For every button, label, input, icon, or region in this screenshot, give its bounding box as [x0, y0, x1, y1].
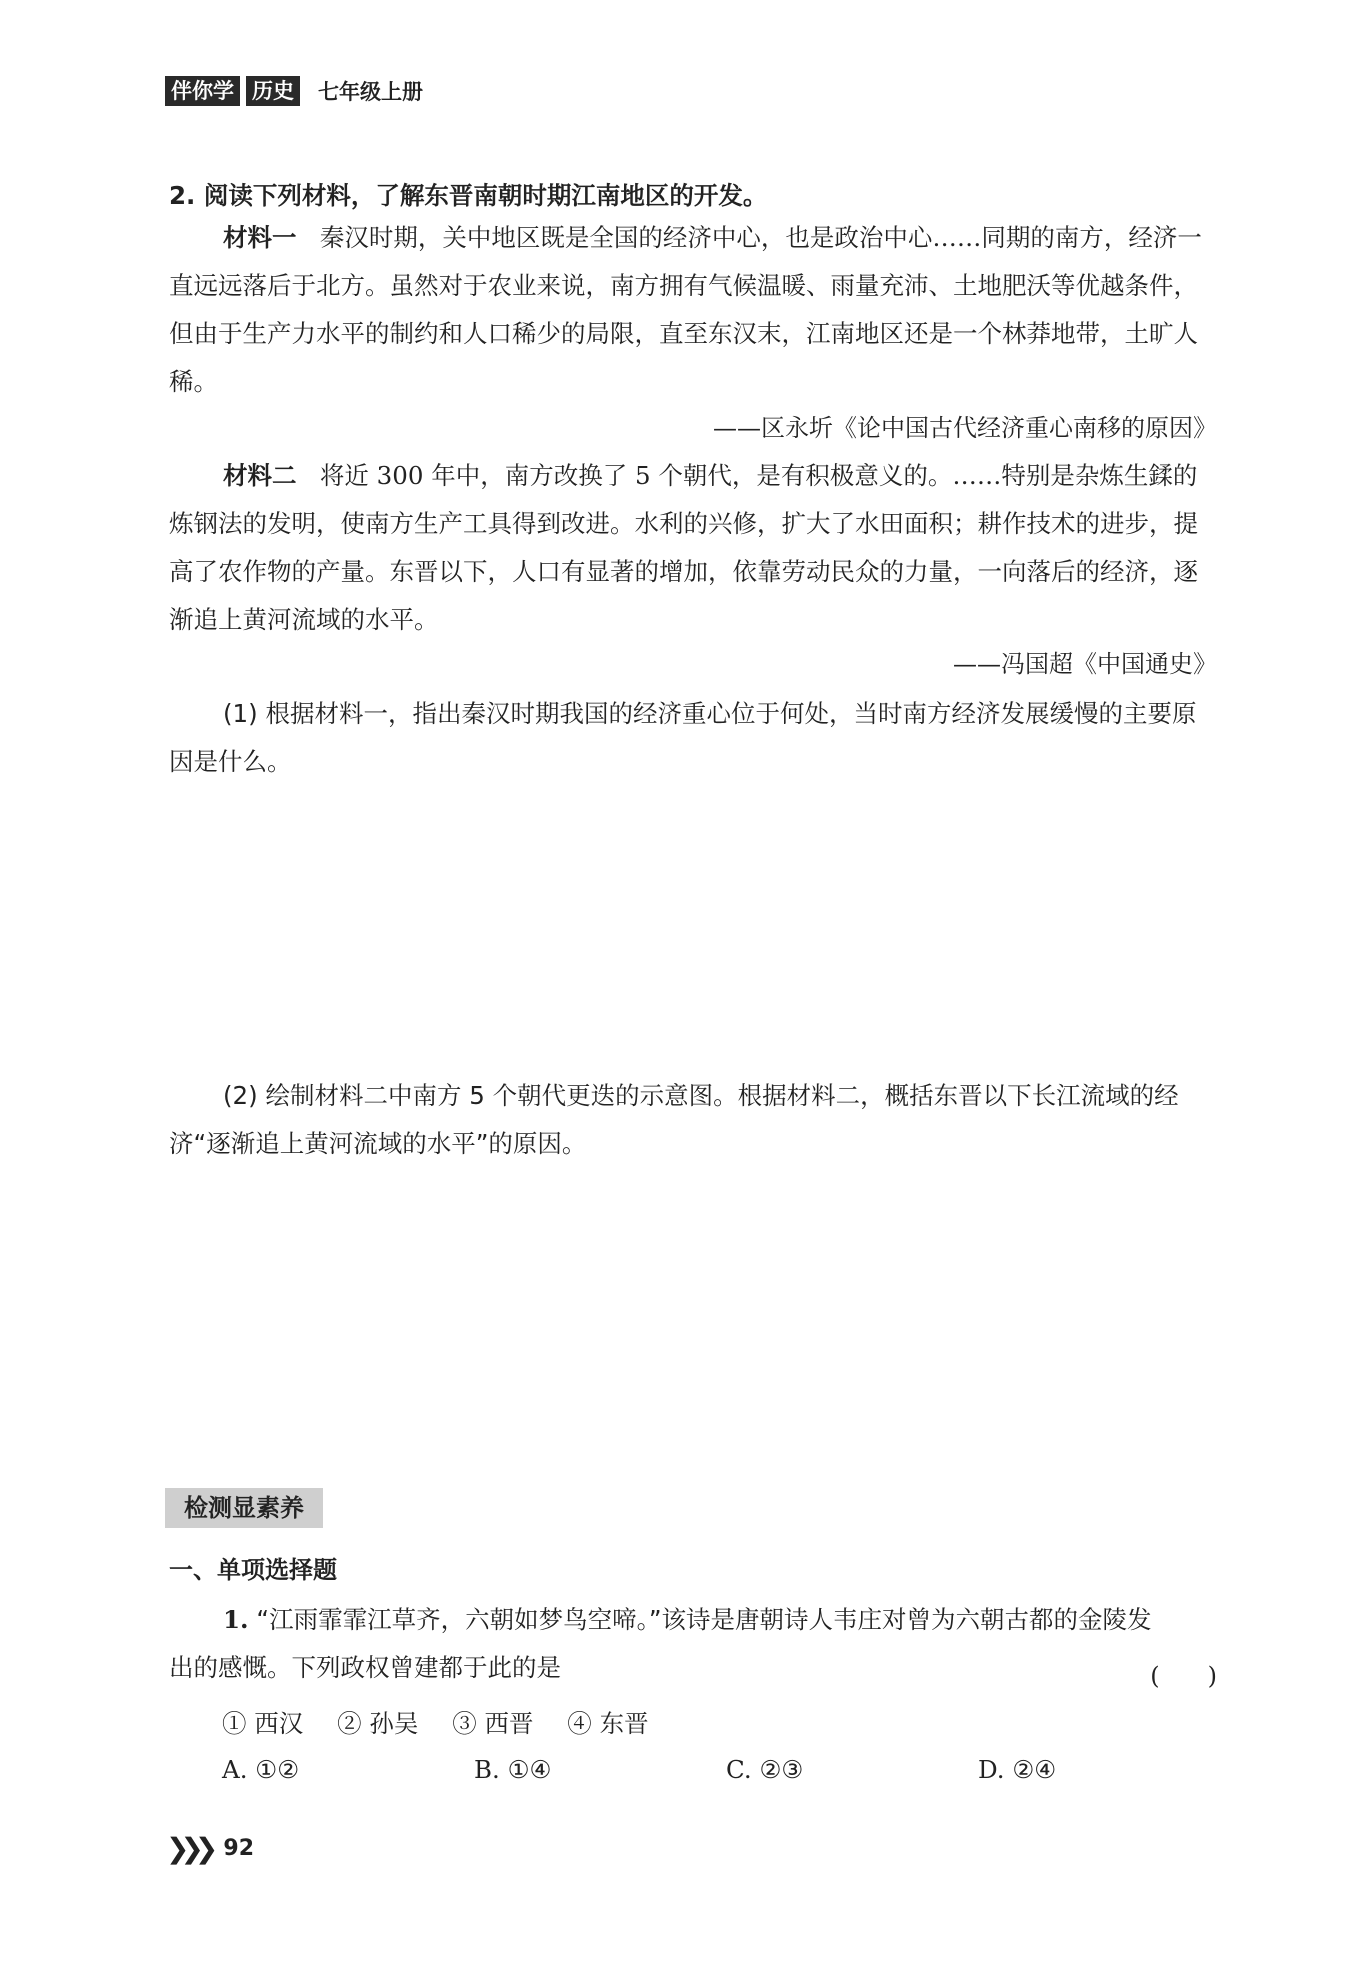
material-2-label: 材料二 — [223, 461, 297, 490]
option-b[interactable]: B. ①④ — [474, 1755, 552, 1784]
question-2-title: 2. 阅读下列材料，了解东晋南朝时期江南地区的开发。 — [169, 181, 768, 210]
section-heading: 一、单项选择题 — [169, 1556, 337, 1584]
material-2-text: 将近 300 年中，南方改换了 5 个朝代，是有积极意义的。……特别是杂炼生鍒的炼钢法的发明，使南方生产工具得到改进。水利的兴修，扩大了水田面积；耕作技术的进步，提高了农作物的产量。东晋以下，人口有显著的增加，依靠劳动民众的力量，一向落后的经济，逐渐追上黄河流域的水平。 — [169, 461, 1198, 634]
option-c[interactable]: C. ②③ — [726, 1755, 804, 1784]
mc-question-number: 1. — [223, 1605, 249, 1634]
page-footer — [166, 1832, 254, 1865]
section-box-title: 检测显素养 — [165, 1488, 323, 1528]
option-d[interactable]: D. ②④ — [978, 1755, 1057, 1784]
page-number: 92 — [223, 1836, 255, 1861]
material-1-source: ——区永圻《论中国古代经济重心南移的原因》 — [713, 414, 1217, 442]
chevron-icon: ❯❯❯ — [166, 1832, 210, 1865]
answer-paren: ( ) — [1150, 1662, 1217, 1690]
item-3: ③ 西晋 — [452, 1709, 534, 1738]
mc-items — [222, 1700, 675, 1748]
item-1: ① 西汉 — [222, 1709, 304, 1738]
sub-question-1: (1) 根据材料一，指出秦汉时期我国的经济重心位于何处，当时南方经济发展缓慢的主要原因是什么。 — [169, 699, 1197, 776]
mc-question-stem: “江雨霏霏江草齐，六朝如梦鸟空啼。”该诗是唐朝诗人韦庄对曾为六朝古都的金陵发出的感慨。下列政权曾建都于此的是 — [169, 1605, 1152, 1682]
material-2 — [169, 452, 1219, 644]
material-1-text: 秦汉时期，关中地区既是全国的经济中心，也是政治中心……同期的南方，经济一直远远落后于北方。虽然对于农业来说，南方拥有气候温暖、雨量充沛、土地肥沃等优越条件，但由于生产力水平的制约和人口稀少的局限，直至东汉末，江南地区还是一个林莽地带，土旷人稀。 — [169, 223, 1202, 396]
material-1-label: 材料一 — [223, 223, 297, 252]
page-header — [165, 76, 423, 106]
grade-label: 七年级上册 — [318, 79, 423, 104]
item-4: ④ 东晋 — [567, 1709, 649, 1738]
material-2-source: ——冯国超《中国通史》 — [953, 650, 1217, 678]
book-title: 伴你学 — [165, 76, 240, 106]
material-1 — [169, 214, 1219, 406]
item-2: ② 孙吴 — [337, 1709, 419, 1738]
option-a[interactable]: A. ①② — [222, 1755, 300, 1784]
mc-question-1 — [169, 1596, 1169, 1692]
sub-question-2: (2) 绘制材料二中南方 5 个朝代更迭的示意图。根据材料二，概括东晋以下长江流域的经济“逐渐追上黄河流域的水平”的原因。 — [169, 1081, 1179, 1158]
subject-label: 历史 — [246, 76, 300, 106]
